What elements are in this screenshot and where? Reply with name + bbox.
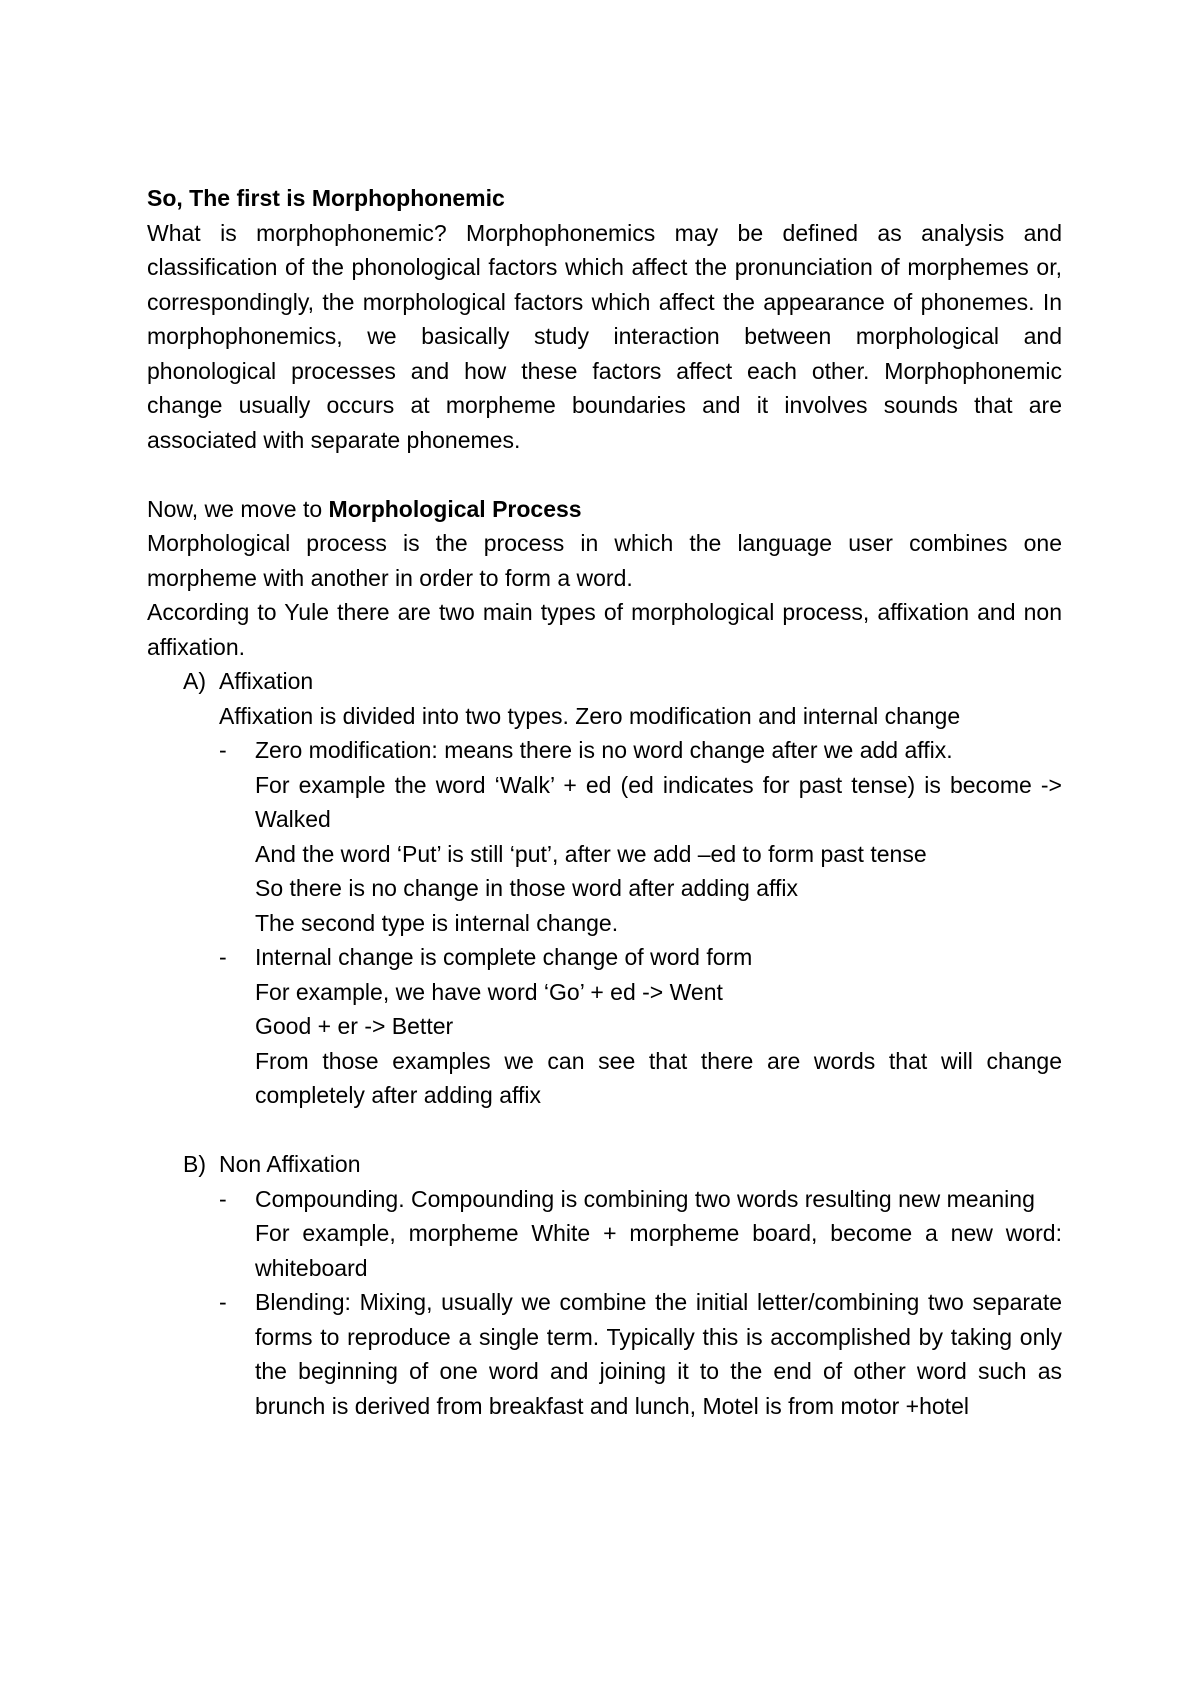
- compounding-example: For example, morpheme White + morpheme board, become a new word: whiteboard: [255, 1220, 1062, 1281]
- affixation-title: Affixation: [219, 668, 314, 694]
- section2-types: According to Yule there are two main types of morphological process, affixation and non affixation.: [147, 599, 1062, 660]
- bullet-dash: -: [219, 944, 227, 970]
- compounding-bullet: [147, 1182, 1062, 1217]
- spacer: [147, 457, 1062, 492]
- internal-change-bullet: [147, 940, 1062, 975]
- section2-intro: Now, we move to: [147, 495, 329, 522]
- affixation-description: Affixation is divided into two types. Zero modification and internal change: [219, 702, 961, 729]
- section2-heading: Morphological Process: [328, 495, 582, 522]
- non-affixation-title: Non Affixation: [219, 1151, 361, 1177]
- internal-change-text: Internal change is complete change of word form: [255, 944, 753, 970]
- blending-bullet: [147, 1285, 1062, 1423]
- zero-modification-text: Zero modification: means there is no word change after we add affix.: [255, 737, 953, 763]
- section2-definition: Morphological process is the process in which the language user combines one morpheme with another in order to form a word.: [147, 530, 1062, 591]
- bullet-dash: -: [219, 737, 227, 763]
- blending-text: Blending: Mixing, usually we combine the initial letter/combining two separate forms to reproduce a single term. Typically this is accomplished by taking only the beginning of one word and joining it to the end of other word such as brunch is derived from breakfast and lunch, Motel is from motor +hotel: [255, 1289, 1062, 1419]
- zero-modification-example1: For example the word ‘Walk’ + ed (ed indicates for past tense) is become -> Walked: [255, 771, 1062, 832]
- internal-change-example1: For example, we have word ‘Go’ + ed -> Went: [255, 978, 723, 1005]
- internal-change-conclusion: From those examples we can see that there are words that will change completely after adding affix: [255, 1047, 1062, 1108]
- zero-modification-bullet: [147, 733, 1062, 768]
- section1-body: What is morphophonemic? Morphophonemics may be defined as analysis and classification of the phonological factors which affect the pronunciation of morphemes or, correspondingly, the morphological factors which affect the appearance of phonemes. In morphophonemics, we basically study interaction between morphological and phonological processes and how these factors affect each other. Morphophonemic change usually occurs at morpheme boundaries and it involves sounds that are associated with separate phonemes.: [147, 219, 1062, 453]
- spacer: [147, 1113, 1062, 1148]
- bullet-dash: -: [219, 1289, 227, 1315]
- zero-modification-transition: The second type is internal change.: [255, 909, 619, 936]
- internal-change-example2: Good + er -> Better: [255, 1013, 454, 1039]
- zero-modification-note: So there is no change in those word after adding affix: [255, 875, 798, 901]
- affixation-item: [147, 664, 1062, 699]
- section2-heading-line: [147, 492, 1062, 527]
- compounding-text: Compounding. Compounding is combining two words resulting new meaning: [255, 1185, 1035, 1212]
- zero-modification-example2: And the word ‘Put’ is still ‘put’, after we add –ed to form past tense: [255, 840, 927, 867]
- affixation-marker: A): [183, 668, 206, 694]
- section1-heading: So, The first is Morphophonemic: [147, 185, 505, 211]
- non-affixation-item: [147, 1147, 1062, 1182]
- bullet-dash: -: [219, 1185, 227, 1212]
- non-affixation-marker: B): [183, 1151, 206, 1177]
- document-page: [147, 181, 1062, 1423]
